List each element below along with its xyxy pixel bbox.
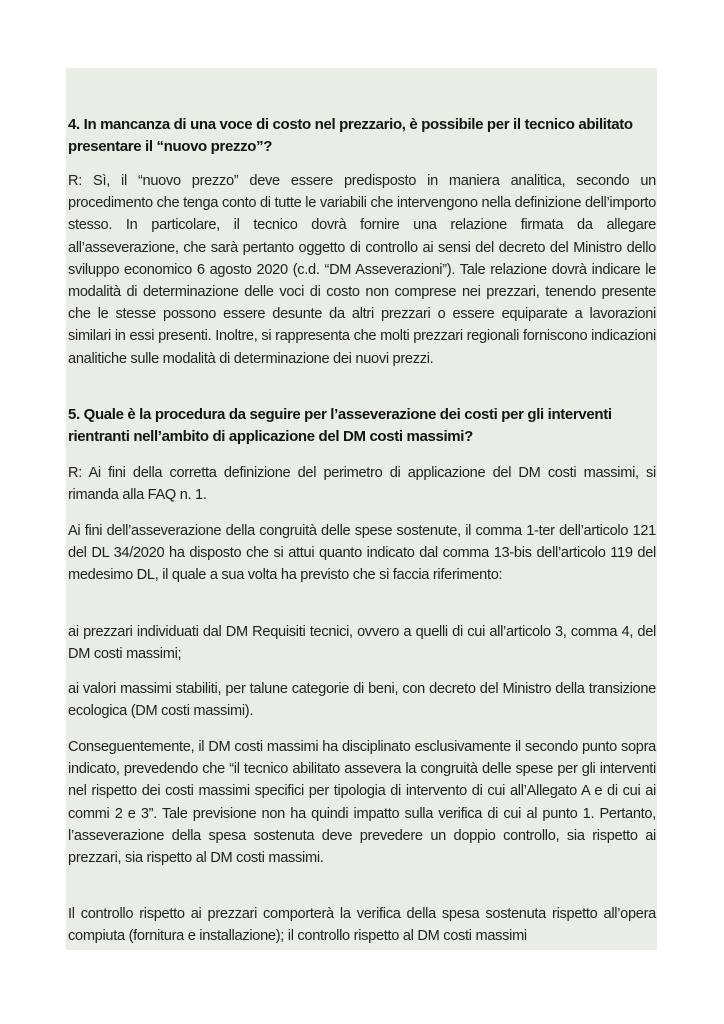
faq-answer-5-list-item-1: ai prezzari individuati dal DM Requisiti tecnici, ovvero a quelli di cui all’articolo 3, comma 4, del DM costi massimi; <box>68 624 656 663</box>
faq-question-5: 5. Quale è la procedura da seguire per l’asseverazione dei costi per gli interventi rientranti nell’ambito di applicazione del DM costi massimi? <box>68 406 612 445</box>
faq-answer-5-paragraph: Ai fini dell’asseverazione della congruità delle spese sostenute, il comma 1-ter dell’articolo 121 del DL 34/2020 ha disposto che si attui quanto indicato dal comma 13-bis dell’articolo 119 del medesimo DL, il quale a sua volta ha previsto che si faccia riferimento: <box>68 523 656 584</box>
faq-answer-5-paragraph: Conseguentemente, il DM costi massimi ha disciplinato esclusivamente il secondo punto sopra indicato, prevedendo che “il tecnico abilitato assevera la congruità delle spese per gli interventi nel rispetto dei costi massimi specifici per tipologia di intervento di cui all’Allegato A e di cui ai commi 2 e 3”. Tale previsione non ha quindi impatto sulla verifica di cui al punto 1. Pertanto, l’asseverazione della spesa sostenuta deve prevedere un doppio controllo, sia rispetto ai prezzari, sia rispetto al DM costi massimi. <box>68 739 656 867</box>
faq-answer-4: R: Sì, il “nuovo prezzo” deve essere predisposto in maniera analitica, secondo un procedimento che tenga conto di tutte le variabili che intervengono nella definizione dell’importo stesso. In particolare, il tecnico dovrà fornire una relazione firmata da allegare all’asseverazione, che sarà pertanto oggetto di controllo ai sensi del decreto del Ministro dello sviluppo economico 6 agosto 2020 (c.d. “DM Asseverazioni”). Tale relazione dovrà indicare le modalità di determinazione delle voci di costo non comprese nei prezzari, tenendo presente che le stesse possono essere desunte da altri prezzari o essere equiparate a lavorazioni similari in essi presenti. Inoltre, si rappresenta che molti prezzari regionali forniscono indicazioni analitiche sulle modalità di determinazione dei nuovi prezzi. <box>68 173 656 367</box>
faq-answer-5-list-item-2: ai valori massimi stabiliti, per talune categorie di beni, con decreto del Ministro della transizione ecologica (DM costi massimi). <box>68 681 656 720</box>
faq-answer-5-paragraph: Il controllo rispetto ai prezzari comporterà la verifica della spesa sostenuta rispetto all’opera compiuta (fornitura e installazione); il controllo rispetto al DM costi massimi <box>68 906 656 945</box>
faq-question-4: 4. In mancanza di una voce di costo nel prezzario, è possibile per il tecnico abilitato presentare il “nuovo prezzo”? <box>68 116 633 155</box>
faq-panel <box>66 68 657 950</box>
faq-answer-5-intro: R: Ai fini della corretta definizione del perimetro di applicazione del DM costi massimi, si rimanda alla FAQ n. 1. <box>68 465 656 504</box>
